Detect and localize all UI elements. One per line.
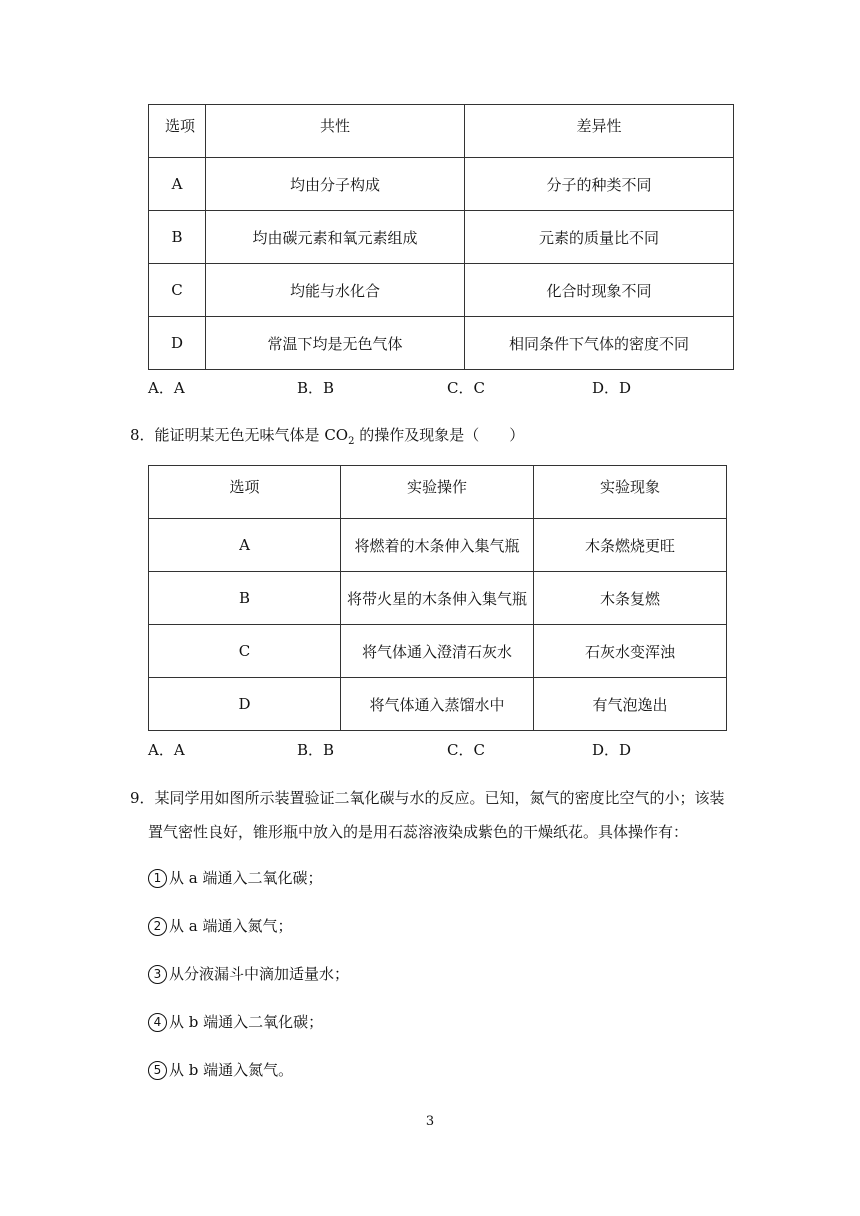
circled-number-icon: 4 xyxy=(148,1013,167,1032)
option-a[interactable]: A．A xyxy=(148,379,185,397)
page-number: 3 xyxy=(425,1114,435,1129)
table-row xyxy=(149,572,727,625)
step-item xyxy=(148,1060,293,1080)
comparison-table xyxy=(148,104,734,370)
question-8-text: 8．能证明某无色无味气体是 CO xyxy=(130,426,349,444)
table-cell: 有气泡逸出 xyxy=(534,678,727,731)
header-cell: 共性 xyxy=(206,105,465,158)
circled-number-icon: 2 xyxy=(148,917,167,936)
table-cell: 常温下均是无色气体 xyxy=(206,317,465,370)
table-cell: 均由分子构成 xyxy=(206,158,465,211)
table-cell: 相同条件下气体的密度不同 xyxy=(465,317,734,370)
answer-options xyxy=(148,377,631,398)
table-row xyxy=(149,519,727,572)
table-cell: D xyxy=(149,317,206,370)
table-cell: A xyxy=(149,158,206,211)
step-text: 从 b 端通入二氧化碳； xyxy=(169,1013,324,1031)
table-row xyxy=(149,678,727,731)
table-cell: 均由碳元素和氧元素组成 xyxy=(206,211,465,264)
question-9-line2: 置气密性良好，锥形瓶中放入的是用石蕊溶液染成紫色的干燥纸花。具体操作有： xyxy=(148,823,689,841)
option-c[interactable]: C．C xyxy=(447,379,485,397)
table-cell: C xyxy=(149,264,206,317)
circled-number-icon: 3 xyxy=(148,965,167,984)
table-cell: 木条复燃 xyxy=(534,572,727,625)
table-row xyxy=(149,317,734,370)
table-header-row xyxy=(149,466,727,519)
table-cell: C xyxy=(149,625,341,678)
table-cell: 石灰水变浑浊 xyxy=(534,625,727,678)
subscript: 2 xyxy=(348,436,355,447)
header-cell: 实验操作 xyxy=(341,466,534,519)
question-9-line1: 9．某同学用如图所示装置验证二氧化碳与水的反应。已知，氮气的密度比空气的小；该装 xyxy=(130,789,725,807)
table-row xyxy=(149,211,734,264)
option-b[interactable]: B．B xyxy=(297,379,335,397)
table-cell: B xyxy=(149,572,341,625)
table-cell: 分子的种类不同 xyxy=(465,158,734,211)
table-cell: 将气体通入澄清石灰水 xyxy=(341,625,534,678)
table-row xyxy=(149,158,734,211)
table-cell: 将燃着的木条伸入集气瓶 xyxy=(341,519,534,572)
question-8-text-end: 的操作及现象是（ ） xyxy=(354,426,525,444)
table-row xyxy=(149,264,734,317)
header-cell: 选项 xyxy=(149,105,206,158)
option-c[interactable]: C．C xyxy=(447,741,485,759)
header-cell: 实验现象 xyxy=(534,466,727,519)
table-cell: 将气体通入蒸馏水中 xyxy=(341,678,534,731)
step-item xyxy=(148,1012,323,1032)
step-item xyxy=(148,868,322,888)
question-8-stem xyxy=(130,425,524,452)
step-text: 从 b 端通入氮气。 xyxy=(169,1061,294,1079)
table-cell: 元素的质量比不同 xyxy=(465,211,734,264)
experiment-table xyxy=(148,465,727,731)
step-text: 从 a 端通入氮气； xyxy=(169,917,293,935)
step-text: 从分液漏斗中滴加适量水； xyxy=(169,965,350,983)
table-cell: 化合时现象不同 xyxy=(465,264,734,317)
header-cell: 选项 xyxy=(149,466,341,519)
table-row xyxy=(149,625,727,678)
option-b[interactable]: B．B xyxy=(297,741,335,759)
table-cell: D xyxy=(149,678,341,731)
option-a[interactable]: A．A xyxy=(148,741,185,759)
table-header-row xyxy=(149,105,734,158)
step-text: 从 a 端通入二氧化碳； xyxy=(169,869,323,887)
circled-number-icon: 5 xyxy=(148,1061,167,1080)
table-cell: B xyxy=(149,211,206,264)
table-cell: 木条燃烧更旺 xyxy=(534,519,727,572)
table-cell: 均能与水化合 xyxy=(206,264,465,317)
circled-number-icon: 1 xyxy=(148,869,167,888)
option-d[interactable]: D．D xyxy=(592,741,632,759)
table-cell: 将带火星的木条伸入集气瓶 xyxy=(341,572,534,625)
step-item xyxy=(148,964,349,984)
option-d[interactable]: D．D xyxy=(592,379,632,397)
step-item xyxy=(148,916,292,936)
table-cell: A xyxy=(149,519,341,572)
answer-options xyxy=(148,739,631,760)
header-cell: 差异性 xyxy=(465,105,734,158)
